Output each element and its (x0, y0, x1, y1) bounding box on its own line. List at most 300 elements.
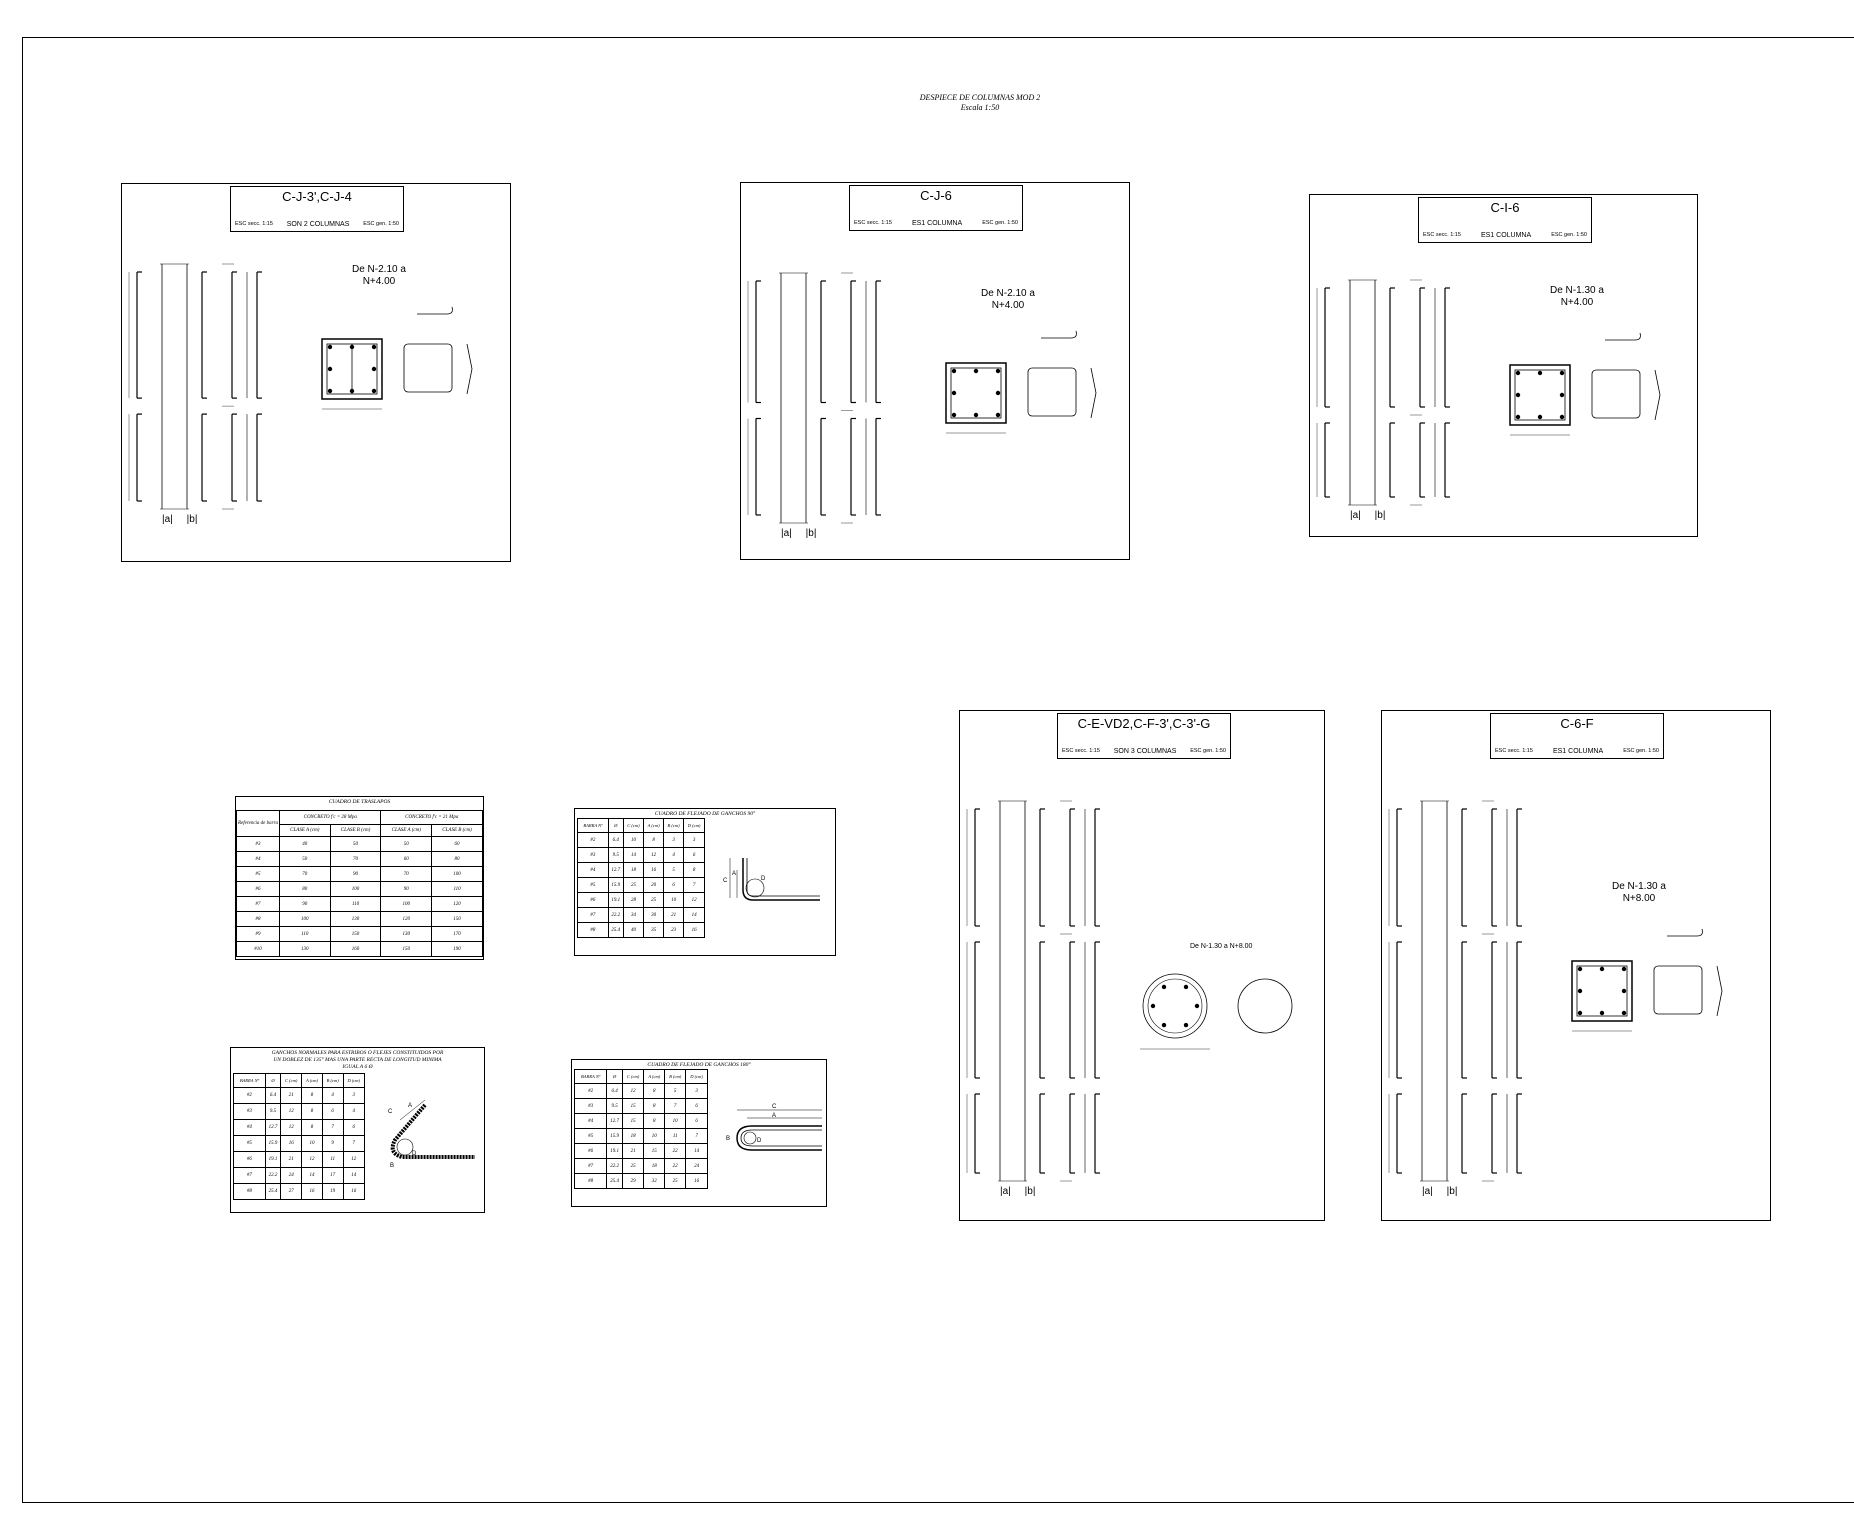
table-cell: 12 (622, 1084, 643, 1099)
table-cell: 60 (381, 852, 432, 867)
table-header-cell: C (cm) (623, 819, 643, 833)
table-cell: 14 (684, 908, 705, 923)
hook-180-c-label: C (772, 1104, 777, 1110)
table-header-cell: Ø (608, 819, 623, 833)
table-cell: 12.7 (265, 1120, 280, 1136)
panel-esc-gen: ESC gen. 1:50 (1623, 748, 1659, 754)
table-cell: 16 (343, 1184, 365, 1200)
tie-detail (1091, 368, 1096, 418)
table-cell: 9.5 (265, 1104, 280, 1120)
ganchos90-grid (577, 818, 705, 938)
rebar-dot (1516, 371, 1520, 375)
table-cell: #2 (575, 1084, 607, 1099)
table-cell: 80 (280, 882, 331, 897)
table-cell: 25.4 (607, 1174, 623, 1189)
table-row (578, 908, 705, 923)
table-cell: 10 (644, 1129, 665, 1144)
panel-column-name: C-J-6 (920, 188, 952, 203)
table-row (234, 1184, 365, 1200)
rebar-dot (350, 345, 354, 349)
hook-detail (417, 307, 452, 314)
spiral-detail (1238, 979, 1292, 1033)
table-cell: #5 (237, 867, 280, 882)
table-header-cell: A (cm) (644, 819, 664, 833)
table-cell: 3 (664, 833, 684, 848)
table-row (575, 1099, 708, 1114)
rebar-dot (372, 345, 376, 349)
table-cell: #7 (578, 908, 609, 923)
table-row (234, 1168, 365, 1184)
table-cell: #4 (575, 1114, 607, 1129)
spiral-stirrup (1148, 979, 1202, 1033)
table-cell: 50 (330, 837, 381, 852)
table-cell: #6 (237, 882, 280, 897)
table-cell: 12 (281, 1104, 302, 1120)
panel-count: ES1 COLUMNA (1480, 232, 1532, 239)
label-a: |a| (1350, 510, 1361, 521)
table-cell: 27 (281, 1184, 302, 1200)
rebar-dot (1151, 1004, 1155, 1008)
column-elevation-drawing (1310, 195, 1699, 538)
rebar-dot (996, 369, 1000, 373)
stirrup-detail (1592, 370, 1640, 418)
table-header-cell: A (cm) (302, 1074, 323, 1088)
table-cell: 16 (684, 923, 705, 938)
table-row (237, 927, 483, 942)
panel-level-label: De N-1.30 a N+8.00 (1612, 881, 1666, 904)
table-cell: 130 (280, 942, 331, 957)
table-header-cell: D (cm) (686, 1070, 708, 1084)
section-stirrup (951, 368, 1001, 418)
table-cell: 16 (686, 1174, 708, 1189)
table-cell: 19.1 (265, 1152, 280, 1168)
hook-90-c-label: C (723, 878, 728, 884)
table-cell: 8 (644, 1099, 665, 1114)
rebar-dot (974, 413, 978, 417)
rebar-dot (1600, 1011, 1604, 1015)
table-cell: 150 (381, 942, 432, 957)
panel-c-e-vd2 (959, 710, 1325, 1221)
table-header-cell: B (cm) (664, 819, 684, 833)
rebar-dot (328, 367, 332, 371)
table-cell: 21 (664, 908, 684, 923)
rebar-dot (1600, 967, 1604, 971)
rebar-dot (328, 345, 332, 349)
table-cell: #7 (234, 1168, 266, 1184)
tie-detail (467, 344, 472, 394)
table-cell: 70 (381, 867, 432, 882)
table-cell: 5 (664, 863, 684, 878)
table-cell: 7 (684, 878, 705, 893)
table-cell: 35 (644, 923, 664, 938)
table-cell: 14 (343, 1168, 365, 1184)
table-cell: 15 (644, 1144, 665, 1159)
table-cell: 22.2 (607, 1159, 623, 1174)
table-cell: 8 (302, 1088, 323, 1104)
table-cell: 25 (623, 878, 643, 893)
table-cell: 7 (343, 1136, 365, 1152)
table-header-cell: B (cm) (322, 1074, 343, 1088)
table-row (575, 1114, 708, 1129)
table-cell: 25.4 (608, 923, 623, 938)
table-cell: 17 (322, 1168, 343, 1184)
table-cell: 100 (280, 912, 331, 927)
table-cell: 30 (644, 908, 664, 923)
table-header-cell: Ø (265, 1074, 280, 1088)
table-cell: 25 (665, 1174, 686, 1189)
table-cell: 8 (644, 833, 664, 848)
table-cell: 4 (322, 1088, 343, 1104)
rebar-dot (1560, 393, 1564, 397)
tie-detail (1655, 370, 1660, 420)
panel-esc-gen: ESC gen. 1:50 (982, 220, 1018, 226)
table-cell: 50 (381, 837, 432, 852)
table-cell: 3 (343, 1088, 365, 1104)
table-cell: 40 (280, 837, 331, 852)
table-row (237, 897, 483, 912)
table-cell: 60 (432, 837, 483, 852)
table-row (578, 893, 705, 908)
table-cell: #6 (234, 1152, 266, 1168)
table-cell: 11 (322, 1152, 343, 1168)
rebar-dot (372, 389, 376, 393)
hook-90-a-label: A (732, 871, 737, 877)
label-b: |b| (1446, 1186, 1458, 1197)
table-row (578, 878, 705, 893)
table-cell: 150 (330, 927, 381, 942)
table-header-cell: A (cm) (644, 1070, 665, 1084)
label-a: |a| (1000, 1186, 1011, 1197)
hook-180-d-label: D (757, 1138, 762, 1144)
table-cell: 6.4 (608, 833, 623, 848)
hook-180-sketch (712, 1098, 827, 1158)
panel-esc-secc: ESC secc. 1:15 (1423, 232, 1461, 238)
rebar-dot (1560, 371, 1564, 375)
table-cell: 100 (381, 897, 432, 912)
table-cell: 16 (281, 1136, 302, 1152)
table-cell: 16 (302, 1184, 323, 1200)
rebar-dot (1538, 371, 1542, 375)
traslapos-grid: Referencia de barra CONCRETO f'c = 28 Mpa CONCRETO f'c = 21 Mpa CLASE A (cm) CLASE B (cm) CLASE A (cm) CLASE B (cm) #3 40 50 50 60 #4 50 70 60 80 #5 70 90 70 100 #6 80 100 90 110 #7 90 110 100 120 #8 100 130 120 150 #9 110 150 130 170 #10 130 160 150 190 (236, 810, 483, 957)
table-cell: 50 (280, 852, 331, 867)
table-cell: 9.5 (607, 1099, 623, 1114)
panel-level-label: De N-1.30 a N+8.00 (1190, 943, 1253, 950)
rebar-dot (996, 391, 1000, 395)
table-cell: 6.4 (265, 1088, 280, 1104)
panel-esc-secc: ESC secc. 1:15 (854, 220, 892, 226)
table-row (237, 852, 483, 867)
table-cell: 100 (432, 867, 483, 882)
label-b: |b| (1374, 510, 1386, 521)
table-cell: 20 (644, 878, 664, 893)
hook-135-d-label: D (412, 1151, 417, 1157)
panel-count: ES1 COLUMNA (911, 220, 963, 227)
label-b: |b| (805, 528, 817, 539)
table-cell: 12 (302, 1152, 323, 1168)
table-cell: 18 (644, 1159, 665, 1174)
table-cell: 120 (432, 897, 483, 912)
table-cell: 9 (322, 1136, 343, 1152)
table-row (237, 837, 483, 852)
table-cell: #8 (578, 923, 609, 938)
table-cell: 120 (381, 912, 432, 927)
table-cell: #5 (578, 878, 609, 893)
table-row (575, 1084, 708, 1099)
panel-count: ES1 COLUMNA (1552, 748, 1604, 755)
label-b: |b| (1024, 1186, 1036, 1197)
table-cell: 15 (622, 1114, 643, 1129)
label-a: |a| (162, 514, 173, 525)
hook-detail (1041, 331, 1076, 338)
rebar-dot (1622, 989, 1626, 993)
table-cell: 5 (665, 1084, 686, 1099)
table-cell: 12 (343, 1152, 365, 1168)
rebar-dot (974, 369, 978, 373)
ganchos-normales-grid (233, 1073, 365, 1200)
table-header-cell: B (cm) (665, 1070, 686, 1084)
table-cell: 12.7 (607, 1114, 623, 1129)
table-cell: 18 (622, 1129, 643, 1144)
table-traslapos: CUADRO DE TRASLAPOS Referencia de barra CONCRETO f'c = 28 Mpa CONCRETO f'c = 21 Mpa CLASE A (cm) CLASE B (cm) CLASE A (cm) CLASE B (cm) #3 40 50 50 60 #4 50 70 60 80 #5 70 90 70 100 #6 80 100 90 110 #7 90 110 100 120 #8 100 130 120 150 #9 110 150 130 170 #10 130 160 150 190 (235, 796, 484, 960)
table-cell: 15 (622, 1099, 643, 1114)
table-cell: 19.1 (607, 1144, 623, 1159)
table-cell: 14 (623, 848, 643, 863)
table-cell: 22.2 (608, 908, 623, 923)
table-header-cell: C (cm) (622, 1070, 643, 1084)
table-cell: 7 (686, 1129, 708, 1144)
table-cell: 160 (330, 942, 381, 957)
panel-c-i-6 (1309, 194, 1698, 537)
rebar-dot (1162, 1023, 1166, 1027)
panel-count: SON 3 COLUMNAS (1113, 748, 1177, 755)
rebar-dot (1622, 967, 1626, 971)
table-header-cell: C (cm) (281, 1074, 302, 1088)
table-cell: 24 (686, 1159, 708, 1174)
table-cell: 8 (302, 1120, 323, 1136)
rebar-dot (1195, 1004, 1199, 1008)
table-cell: #6 (578, 893, 609, 908)
label-a: |a| (781, 528, 792, 539)
table-header-cell: BARRA Nº (575, 1070, 607, 1084)
table-cell: 3 (686, 1084, 708, 1099)
ganchos180-grid (574, 1069, 708, 1189)
column-elevation-drawing (122, 184, 512, 563)
panel-column-name: C-J-3',C-J-4 (282, 189, 352, 204)
stirrup-detail (404, 344, 452, 392)
table-cell: 12.7 (608, 863, 623, 878)
table-row (578, 833, 705, 848)
table-cell: 10 (623, 833, 643, 848)
table-cell: 11 (665, 1129, 686, 1144)
table-cell: 4 (343, 1104, 365, 1120)
table-cell: 90 (330, 867, 381, 882)
rebar-dot (1560, 415, 1564, 419)
rebar-dot (952, 413, 956, 417)
column-elevation-drawing (960, 711, 1326, 1222)
table-cell: 19.1 (608, 893, 623, 908)
table-cell: 19 (322, 1184, 343, 1200)
table-cell: #5 (234, 1136, 266, 1152)
table-cell: #3 (234, 1104, 266, 1120)
hook-90-d-label: D (761, 876, 766, 882)
rebar-dot (1184, 985, 1188, 989)
table-row (575, 1144, 708, 1159)
table-cell: 8 (644, 1084, 665, 1099)
table-cell: 110 (330, 897, 381, 912)
table-cell: 40 (623, 923, 643, 938)
table-header-cell: BARRA Nº (234, 1074, 266, 1088)
table-cell: #8 (237, 912, 280, 927)
section-stirrup (1577, 966, 1627, 1016)
table-cell: 28 (623, 893, 643, 908)
rebar-dot (372, 367, 376, 371)
table-row (234, 1136, 365, 1152)
hook-detail (1667, 929, 1702, 936)
table-cell: 110 (432, 882, 483, 897)
table-cell: 110 (280, 927, 331, 942)
table-cell: 22 (665, 1159, 686, 1174)
table-cell: #8 (575, 1174, 607, 1189)
table-cell: 6 (664, 878, 684, 893)
rebar-dot (328, 389, 332, 393)
table-cell: #3 (237, 837, 280, 852)
panel-level-label: De N-1.30 a N+4.00 (1550, 285, 1604, 308)
table-cell: 7 (665, 1099, 686, 1114)
rebar-dot (1162, 985, 1166, 989)
table-cell: 21 (281, 1152, 302, 1168)
table-cell: 22 (665, 1144, 686, 1159)
table-cell: #10 (237, 942, 280, 957)
table-ganchos-180: CUADRO DE FLEJADO DE GANCHOS 180° BARRA Nº Ø C (cm) A (cm) B (cm) D (cm) #2 6.4 12 8 5 3 #3 9.5 15 8 7 6 #4 12.7 15 8 10 6 #5 15.9 18 10 11 7 #6 19.1 21 15 22 14 #7 22.2 25 18 22 24 #8 25.4 29 32 25 16 (571, 1059, 827, 1207)
table-cell: #4 (578, 863, 609, 878)
table-cell: 18 (623, 863, 643, 878)
section-stirrup (1515, 370, 1565, 420)
table-cell: 12 (281, 1120, 302, 1136)
table-row (237, 912, 483, 927)
table-cell: 14 (302, 1168, 323, 1184)
table-cell: 80 (432, 852, 483, 867)
panel-esc-secc: ESC secc. 1:15 (1062, 748, 1100, 754)
table-cell: 6 (686, 1114, 708, 1129)
table-header-cell: D (cm) (343, 1074, 365, 1088)
panel-column-name: C-I-6 (1490, 200, 1520, 215)
rebar-dot (952, 369, 956, 373)
table-cell: 130 (381, 927, 432, 942)
table-cell: 25 (622, 1159, 643, 1174)
table-cell: 23 (664, 923, 684, 938)
table-cell: 150 (432, 912, 483, 927)
rebar-dot (1184, 1023, 1188, 1027)
rebar-dot (1516, 393, 1520, 397)
table-cell: 12 (644, 848, 664, 863)
table-cell: #9 (237, 927, 280, 942)
table-header-cell: D (cm) (684, 819, 705, 833)
table-row (237, 882, 483, 897)
table-cell: 10 (665, 1114, 686, 1129)
rebar-dot (1578, 1011, 1582, 1015)
table-cell: 10 (664, 893, 684, 908)
hook-90-sketch (715, 850, 825, 910)
table-cell: 22.2 (265, 1168, 280, 1184)
table-cell: 6 (686, 1099, 708, 1114)
panel-esc-secc: ESC secc. 1:15 (1495, 748, 1533, 754)
rebar-dot (1578, 989, 1582, 993)
table-cell: #4 (237, 852, 280, 867)
panel-esc-secc: ESC secc. 1:15 (235, 221, 273, 227)
table-row (575, 1129, 708, 1144)
table-cell: 25 (644, 893, 664, 908)
table-cell: 32 (644, 1174, 665, 1189)
hook-detail (1605, 333, 1640, 340)
table-cell: 8 (684, 863, 705, 878)
hook-180-a-label: A (772, 1113, 777, 1119)
table-cell: #3 (578, 848, 609, 863)
panel-column-name: C-6-F (1560, 716, 1594, 731)
sheet-title: DESPIECE DE COLUMNAS MOD 2 Escala 1:50 (919, 93, 1041, 112)
table-row (575, 1174, 708, 1189)
table-row (578, 848, 705, 863)
panel-c-j-6 (740, 182, 1130, 560)
rebar-dot (1578, 967, 1582, 971)
rebar-dot (952, 391, 956, 395)
table-row (237, 867, 483, 882)
table-cell: #3 (575, 1099, 607, 1114)
table-cell: 8 (302, 1104, 323, 1120)
table-cell: 16 (644, 863, 664, 878)
hook-135-b-label: B (390, 1163, 395, 1169)
table-cell: #6 (575, 1144, 607, 1159)
table-row (578, 863, 705, 878)
panel-esc-gen: ESC gen. 1:50 (363, 221, 399, 227)
table-header-cell: Ø (607, 1070, 623, 1084)
rebar-dot (1622, 1011, 1626, 1015)
table-cell: 21 (281, 1088, 302, 1104)
label-b: |b| (186, 514, 198, 525)
panel-level-label: De N-2.10 a N+4.00 (981, 288, 1035, 311)
table-row (234, 1152, 365, 1168)
table-cell: 34 (623, 908, 643, 923)
table-cell: #7 (237, 897, 280, 912)
table-cell: 7 (322, 1120, 343, 1136)
table-cell: 6.4 (607, 1084, 623, 1099)
table-cell: 170 (432, 927, 483, 942)
table-cell: 100 (330, 882, 381, 897)
hook-135-a-label: A (408, 1103, 413, 1109)
table-cell: 70 (280, 867, 331, 882)
table-cell: 24 (281, 1168, 302, 1184)
table-cell: #2 (578, 833, 609, 848)
hook-135-c-label: C (388, 1109, 393, 1115)
table-row (578, 923, 705, 938)
hook-180-b-label: B (726, 1136, 731, 1142)
table-cell: 3 (684, 833, 705, 848)
panel-c-j-3 (121, 183, 511, 562)
table-cell: 90 (280, 897, 331, 912)
table-cell: 14 (686, 1144, 708, 1159)
panel-esc-gen: ESC gen. 1:50 (1190, 748, 1226, 754)
tie-detail (1717, 966, 1722, 1016)
table-cell: 190 (432, 942, 483, 957)
table-row (237, 942, 483, 957)
table-cell: #7 (575, 1159, 607, 1174)
table-row (234, 1088, 365, 1104)
table-cell: 6 (343, 1120, 365, 1136)
table-cell: 90 (381, 882, 432, 897)
table-cell: 6 (322, 1104, 343, 1120)
panel-count: SON 2 COLUMNAS (286, 221, 350, 228)
table-cell: #2 (234, 1088, 266, 1104)
stirrup-detail (1028, 368, 1076, 416)
